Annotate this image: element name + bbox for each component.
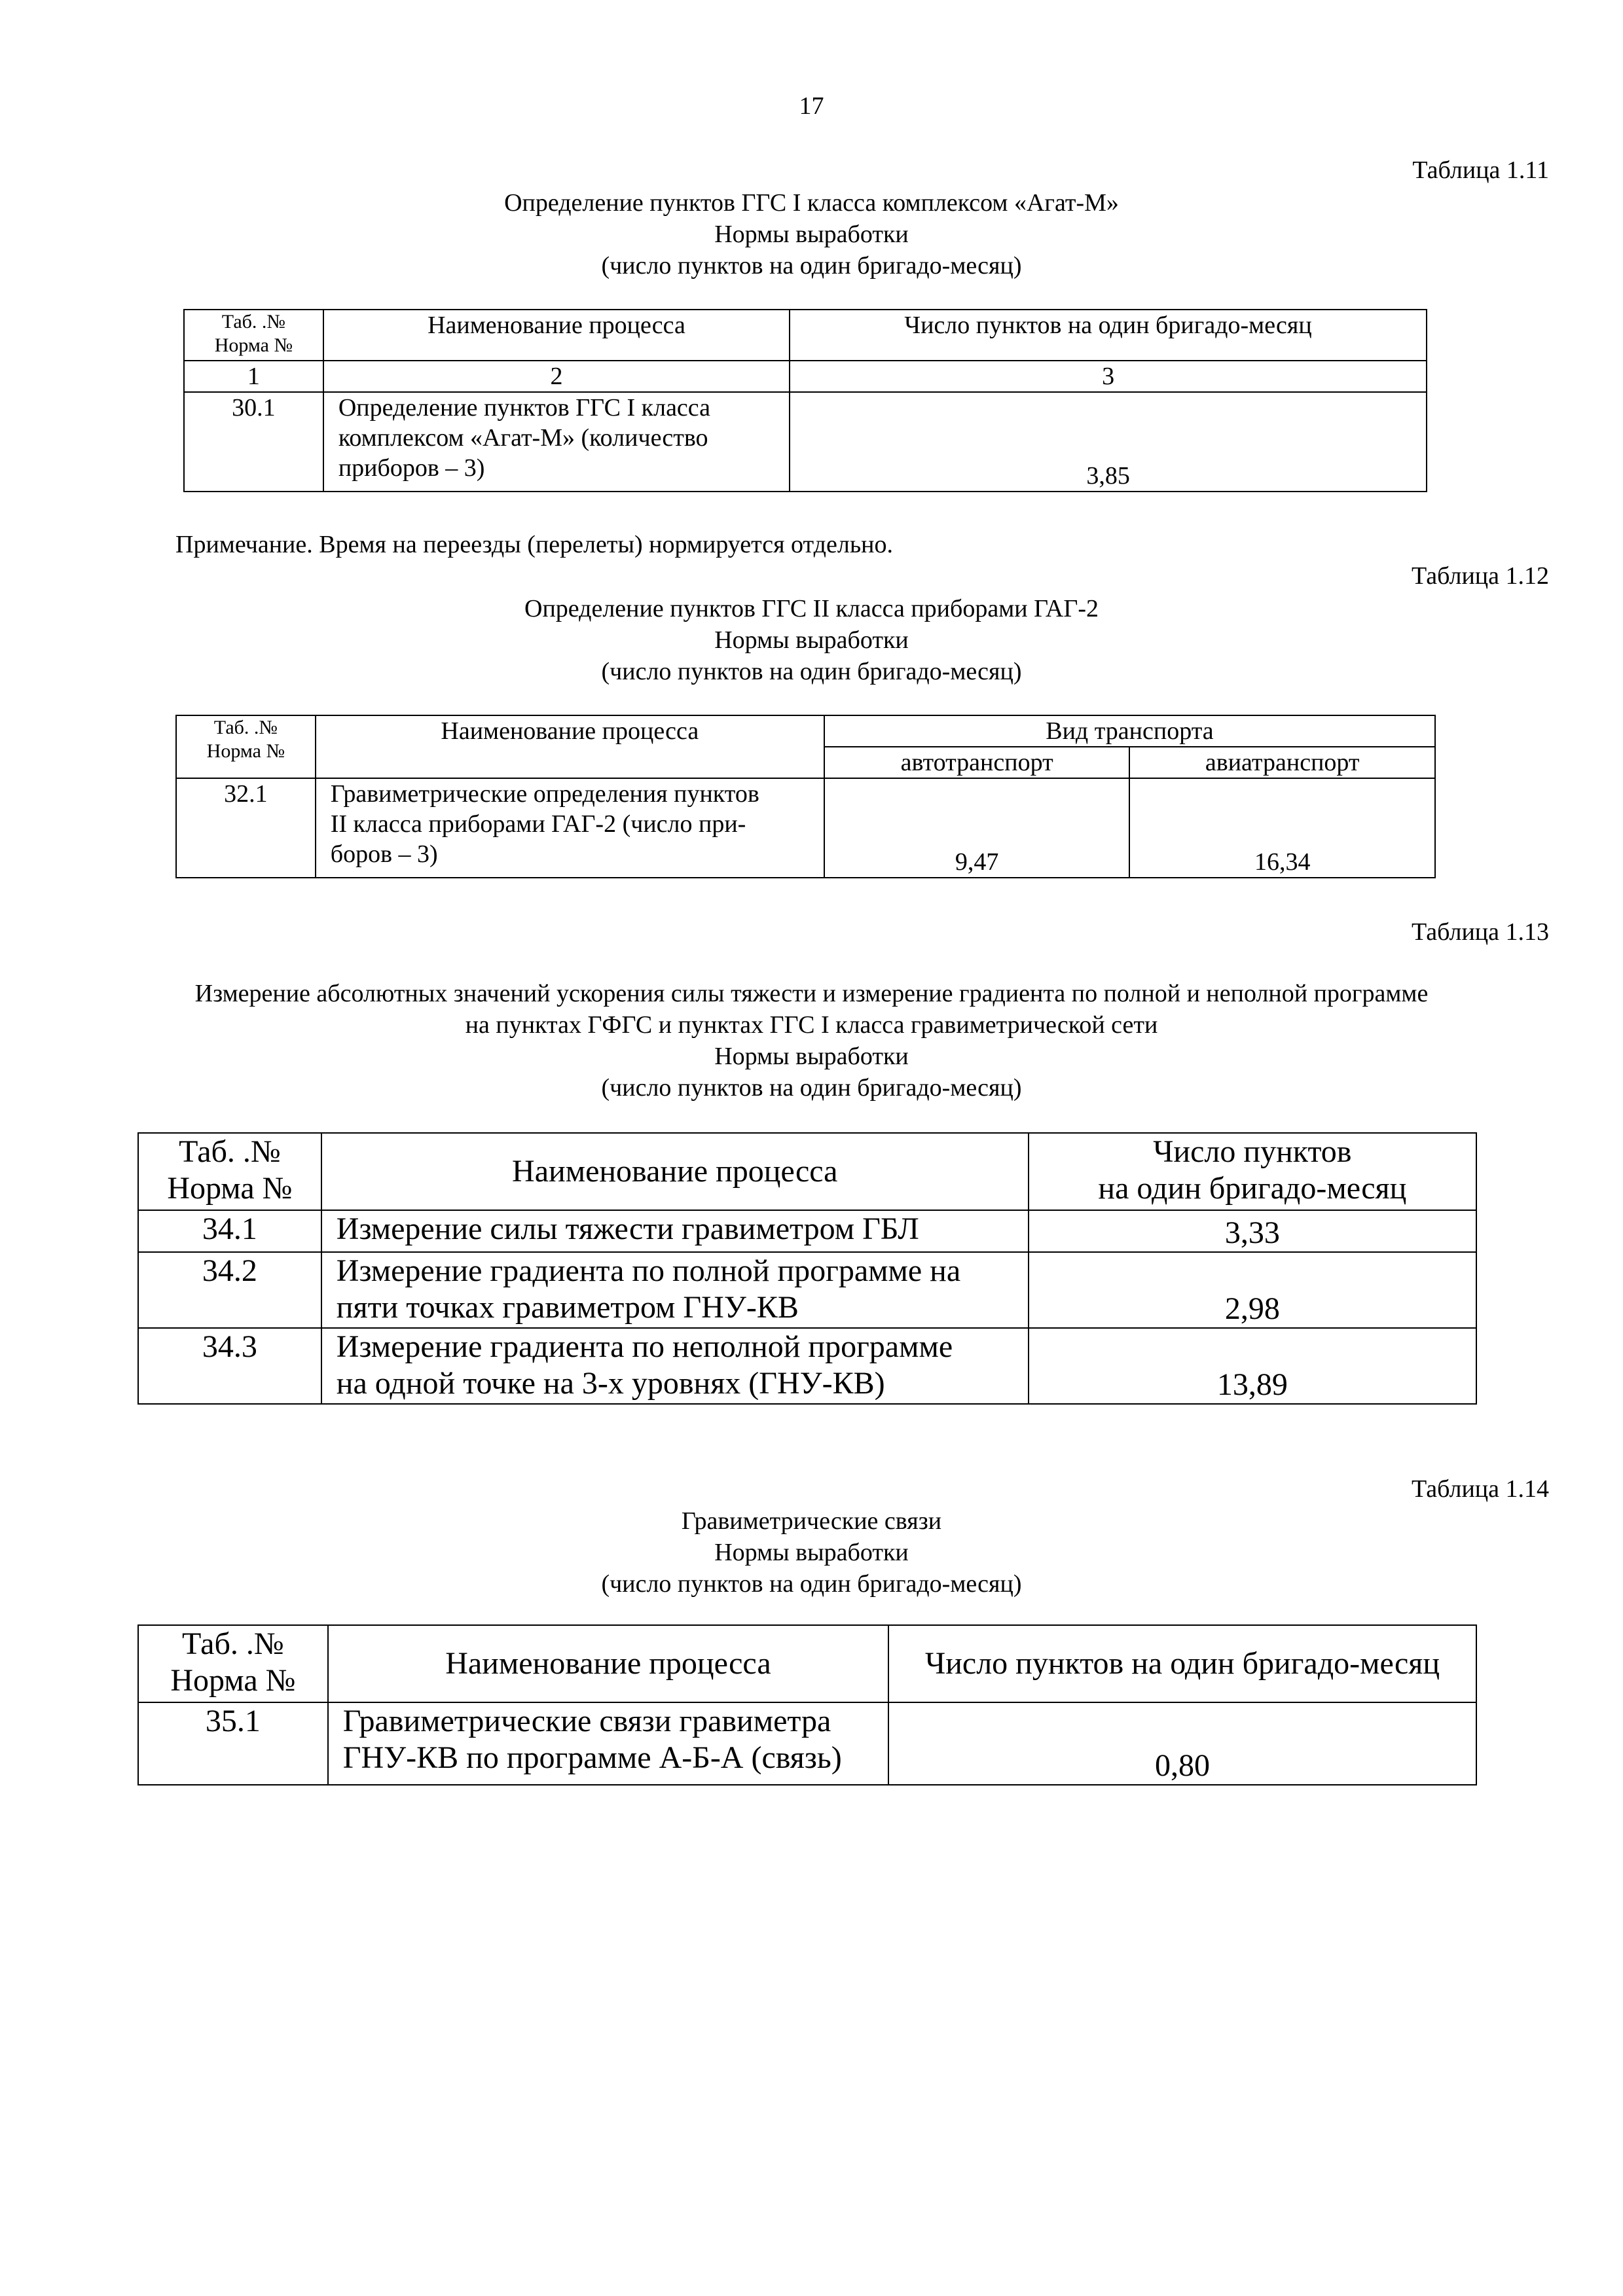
points-value: 3,33 xyxy=(1029,1210,1476,1252)
table-row xyxy=(138,1328,1476,1404)
table-1-11-unit: (число пунктов на один бригадо-месяц) xyxy=(601,252,1022,279)
norm-number: 35.1 xyxy=(138,1702,328,1785)
column-number: 1 xyxy=(184,361,323,392)
table-1-14-label: Таблица 1.14 xyxy=(1411,1475,1549,1503)
points-value: 0,80 xyxy=(888,1702,1476,1785)
process-name: Определение пунктов ГГС I класса комплексом «Агат-М» (количество приборов – 3) xyxy=(323,392,790,492)
table-1-12-label: Таблица 1.12 xyxy=(1411,562,1549,590)
header-norm-number: Таб. .№ Норма № xyxy=(176,715,316,778)
header-process-name: Наименование процесса xyxy=(323,310,790,361)
header-points-per-month: Число пунктов на один бригадо-месяц xyxy=(1029,1133,1476,1210)
table-1-14 xyxy=(137,1624,1477,1785)
table-1-13-unit: (число пунктов на один бригадо-месяц) xyxy=(601,1074,1022,1102)
header-auto-transport: автотранспорт xyxy=(824,747,1130,778)
header-transport-type: Вид транспорта xyxy=(824,715,1435,747)
header-process-name: Наименование процесса xyxy=(328,1625,888,1702)
table-header-row xyxy=(138,1133,1476,1210)
table-row xyxy=(138,1252,1476,1328)
table-1-13-subtitle: Нормы выработки xyxy=(714,1043,909,1070)
norm-number: 34.2 xyxy=(138,1252,321,1328)
norm-number: 32.1 xyxy=(176,778,316,878)
page-number: 17 xyxy=(799,92,824,120)
table-numbering-row xyxy=(184,361,1427,392)
table-1-11-label: Таблица 1.11 xyxy=(1412,156,1549,184)
table-header-row xyxy=(176,715,1435,747)
column-number: 3 xyxy=(790,361,1427,392)
norm-number: 34.1 xyxy=(138,1210,321,1252)
table-1-14-subtitle: Нормы выработки xyxy=(714,1539,909,1566)
norm-number: 34.3 xyxy=(138,1328,321,1404)
table-1-12-unit: (число пунктов на один бригадо-месяц) xyxy=(601,658,1022,685)
table-1-12-subtitle: Нормы выработки xyxy=(714,626,909,654)
header-process-name: Наименование процесса xyxy=(321,1133,1029,1210)
auto-transport-value: 9,47 xyxy=(824,778,1130,878)
process-name: Измерение градиента по неполной программе на одной точке на 3-х уровнях (ГНУ-КВ) xyxy=(321,1328,1029,1404)
points-value: 2,98 xyxy=(1029,1252,1476,1328)
points-value: 3,85 xyxy=(790,392,1427,492)
header-points-per-month: Число пунктов на один бригадо-месяц xyxy=(888,1625,1476,1702)
air-transport-value: 16,34 xyxy=(1129,778,1435,878)
norm-number: 30.1 xyxy=(184,392,323,492)
table-1-11-subtitle: Нормы выработки xyxy=(714,221,909,248)
table-1-13 xyxy=(137,1132,1477,1405)
table-1-12-title: Определение пунктов ГГС II класса приборами ГАГ-2 xyxy=(524,595,1099,622)
table-1-14-unit: (число пунктов на один бригадо-месяц) xyxy=(601,1570,1022,1598)
table-1-11-note: Примечание. Время на переезды (перелеты) нормируется отдельно. xyxy=(175,531,893,558)
table-row xyxy=(184,392,1427,492)
table-row xyxy=(176,778,1435,878)
table-row xyxy=(138,1210,1476,1252)
header-process-name: Наименование процесса xyxy=(316,715,824,778)
header-norm-number: Таб. .№ Норма № xyxy=(138,1133,321,1210)
process-name: Гравиметрические определения пунктов II класса приборами ГАГ-2 (число при- боров – 3) xyxy=(316,778,824,878)
process-name: Измерение градиента по полной программе на пяти точках гравиметром ГНУ-КВ xyxy=(321,1252,1029,1328)
table-1-14-title: Гравиметрические связи xyxy=(681,1507,942,1535)
process-name: Измерение силы тяжести гравиметром ГБЛ xyxy=(321,1210,1029,1252)
header-norm-number: Таб. .№ Норма № xyxy=(184,310,323,361)
table-header-row xyxy=(138,1625,1476,1702)
table-1-13-title-line2: на пунктах ГФГС и пунктах ГГС I класса гравиметрической сети xyxy=(465,1011,1158,1039)
column-number: 2 xyxy=(323,361,790,392)
table-1-12 xyxy=(175,715,1436,878)
table-1-11-title: Определение пунктов ГГС I класса комплексом «Агат-М» xyxy=(504,189,1119,217)
header-points-per-month: Число пунктов на один бригадо-месяц xyxy=(790,310,1427,361)
table-1-11 xyxy=(183,309,1427,492)
table-1-13-label: Таблица 1.13 xyxy=(1411,918,1549,946)
points-value: 13,89 xyxy=(1029,1328,1476,1404)
header-norm-number: Таб. .№ Норма № xyxy=(138,1625,328,1702)
header-air-transport: авиатранспорт xyxy=(1129,747,1435,778)
table-row xyxy=(138,1702,1476,1785)
table-1-13-title-line1: Измерение абсолютных значений ускорения силы тяжести и измерение градиента по полной и неполной программе xyxy=(194,980,1429,1007)
process-name: Гравиметрические связи гравиметра ГНУ-КВ по программе А-Б-А (связь) xyxy=(328,1702,888,1785)
table-header-row xyxy=(184,310,1427,361)
